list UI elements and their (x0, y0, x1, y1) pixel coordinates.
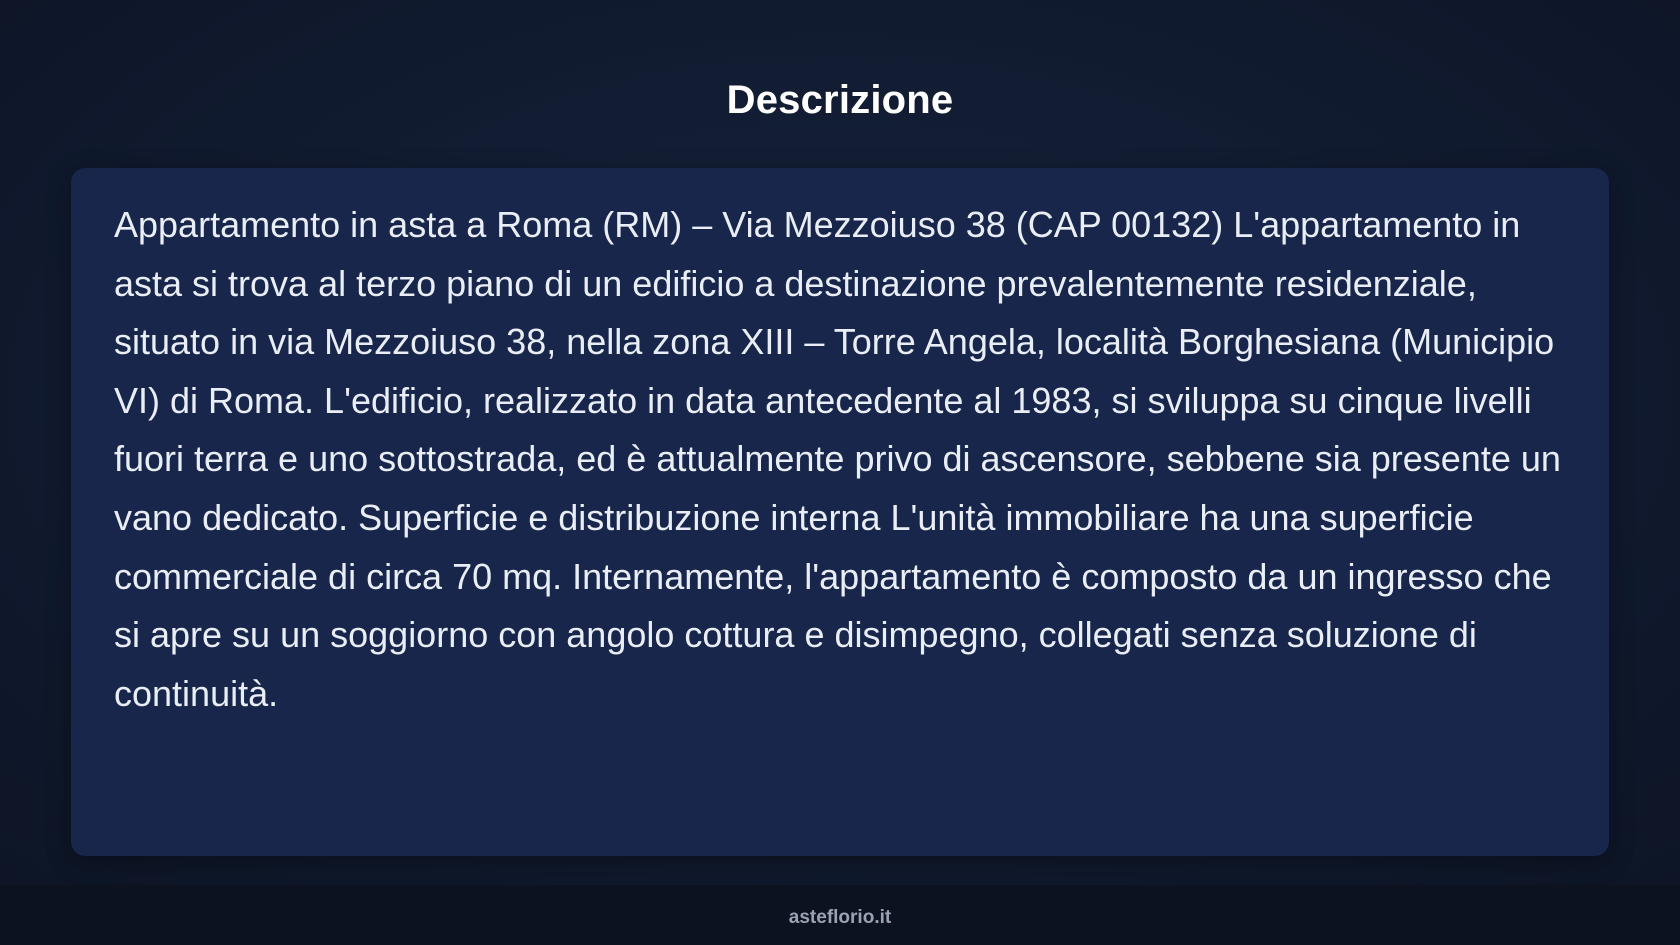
footer-bar (0, 885, 1680, 945)
page-title: Descrizione (726, 78, 954, 122)
description-card (71, 168, 1609, 856)
footer-site-name: asteflorio.it (788, 907, 892, 928)
description-text: Appartamento in asta a Roma (RM) – Via Mezzoiuso 38 (CAP 00132) L'appartamento in asta si trova al terzo piano di un edificio a destinazione prevalentemente residenziale, situato in via Mezzoiuso 38, nella zona XIII – Torre Angela, località Borghesiana (Municipio VI) di Roma. L'edificio, realizzato in data antecedente al 1983, si sviluppa su cinque livelli fuori terra e uno sottostrada, ed è attualmente privo di ascensore, sebbene sia presente un vano dedicato. Superficie e distribuzione interna L'unità immobiliare ha una superficie commerciale di circa 70 mq. Internamente, l'appartamento è composto da un ingresso che si apre su un soggiorno con angolo cottura e disimpegno, collegati senza soluzione di continuità. (114, 204, 1561, 714)
